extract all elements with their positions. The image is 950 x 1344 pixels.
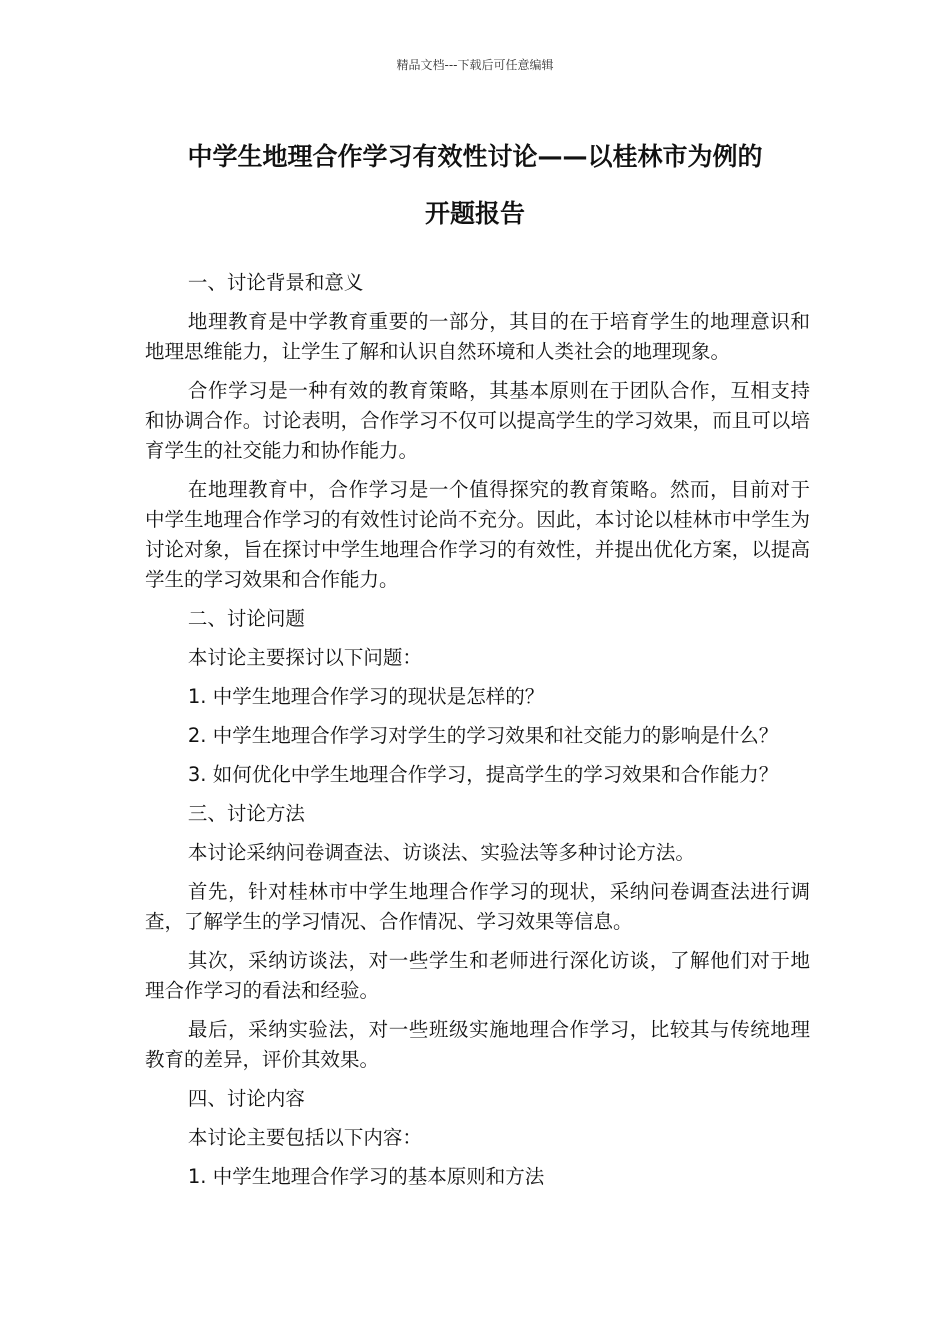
- paragraph-questions-intro: 本讨论主要探讨以下问题：: [187, 646, 422, 669]
- paragraph-research-aim: 在地理教育中，合作学习是一个值得探究的教育策略。然而，目前对于中学生地理合作学习的有效性讨论尚不充分。因此，本讨论以桂林市中学生为讨论对象，旨在探讨中学生地理合作学习的有效性，并提出优化方案，以提高学生的学习效果和合作能力。: [145, 478, 810, 591]
- title-line-2: 开题报告: [424, 199, 525, 228]
- question-item-3: 3. 如何优化中学生地理合作学习，提高学生的学习效果和合作能力？: [187, 763, 779, 786]
- paragraph-method-experiment: 最后，采纳实验法，对一些班级实施地理合作学习，比较其与传统地理教育的差异，评价其效果。: [145, 1018, 810, 1071]
- document-body: [145, 268, 810, 1201]
- page-header-watermark: 精品文档---下载后可任意编辑: [396, 58, 554, 72]
- paragraph-method-interview: 其次，采纳访谈法，对一些学生和老师进行深化访谈，了解他们对于地理合作学习的看法和经验。: [145, 949, 810, 1002]
- paragraph-content-intro: 本讨论主要包括以下内容：: [187, 1126, 422, 1149]
- section-heading-questions: 二、讨论问题: [187, 607, 305, 630]
- title-line-1: 中学生地理合作学习有效性讨论——以桂林市为例的: [187, 142, 763, 171]
- content-item-1: 1. 中学生地理合作学习的基本原则和方法: [187, 1165, 545, 1188]
- paragraph-cooperative-learning: 合作学习是一种有效的教育策略，其基本原则在于团队合作，互相支持和协调合作。讨论表明，合作学习不仅可以提高学生的学习效果，而且可以培育学生的社交能力和协作能力。: [145, 379, 810, 462]
- paragraph-method-survey: 首先，针对桂林市中学生地理合作学习的现状，采纳问卷调查法进行调查，了解学生的学习情况、合作情况、学习效果等信息。: [145, 880, 810, 933]
- section-heading-methods: 三、讨论方法: [187, 802, 305, 825]
- question-item-2: 2. 中学生地理合作学习对学生的学习效果和社交能力的影响是什么？: [187, 724, 779, 747]
- paragraph-geography-education: 地理教育是中学教育重要的一部分，其目的在于培育学生的地理意识和地理思维能力，让学生了解和认识自然环境和人类社会的地理现象。: [145, 310, 810, 363]
- paragraph-methods-intro: 本讨论采纳问卷调查法、访谈法、实验法等多种讨论方法。: [187, 841, 695, 864]
- document-title: [120, 128, 830, 242]
- question-item-1: 1. 中学生地理合作学习的现状是怎样的？: [187, 685, 545, 708]
- section-heading-content: 四、讨论内容: [187, 1087, 305, 1110]
- section-heading-background: 一、讨论背景和意义: [187, 271, 364, 294]
